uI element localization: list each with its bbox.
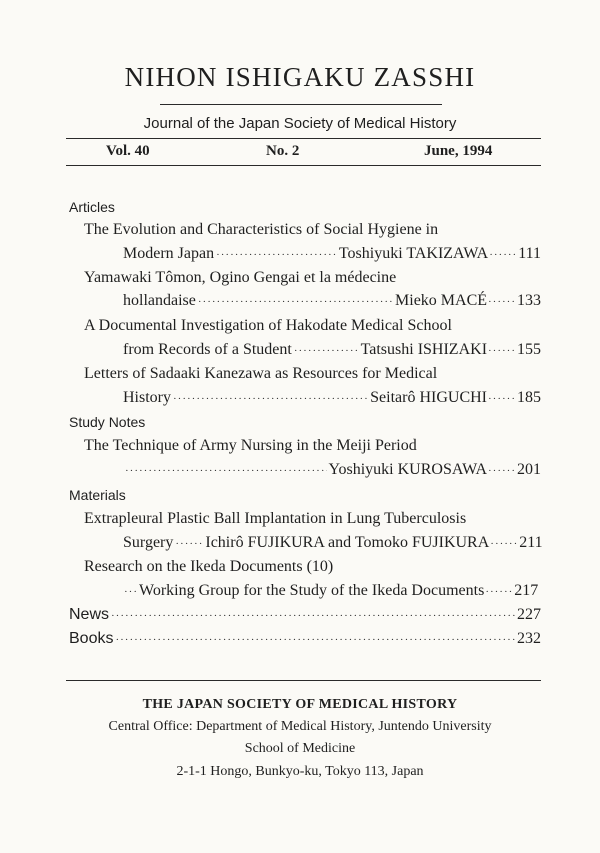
article-1-byline [123, 244, 541, 264]
society-name: THE JAPAN SOCIETY OF MEDICAL HISTORY [142, 697, 458, 712]
leader-dots [125, 461, 327, 481]
section-articles-heading: Articles [69, 199, 115, 215]
study-note-1-author: Yoshiyuki KUROSAWA [328, 461, 488, 478]
material-1-author: Ichirô FUJIKURA and Tomoko FUJIKURA [205, 534, 490, 551]
leader-dots [115, 630, 515, 650]
issue-date: June, 1994 [424, 143, 493, 159]
leader-dots [216, 245, 337, 265]
news-entry [69, 605, 541, 625]
journal-subtitle: Journal of the Japan Society of Medical History [143, 115, 457, 132]
article-4-title: Letters of Sadaaki Kanezawa as Resources for Medical [84, 365, 438, 382]
books-label: Books [69, 630, 114, 647]
leader-dots [198, 292, 393, 312]
leader-dots-short: ······ [488, 465, 516, 477]
article-4-byline [123, 388, 541, 408]
study-note-1-byline [123, 460, 541, 480]
leader-dots-short: ······ [175, 538, 204, 550]
issue-rule-bottom [66, 165, 541, 166]
material-2-page: 217 [514, 582, 539, 599]
article-3-byline [123, 340, 541, 360]
books-page: 232 [517, 630, 541, 647]
material-1-title-cont: Surgery [123, 534, 174, 551]
article-1-page: 111 [518, 245, 541, 262]
article-2-byline [123, 291, 541, 311]
leader-dots-short: ······ [488, 296, 516, 308]
article-1-title-cont: Modern Japan [123, 245, 215, 262]
material-2-byline [123, 581, 541, 601]
leader-dots-short: ······ [485, 586, 514, 598]
journal-title: NIHON ISHIGAKU ZASSHI [124, 62, 476, 92]
article-3-author: Tatsushi ISHIZAKI [360, 341, 488, 358]
study-note-1-page: 201 [517, 461, 541, 478]
article-2-page: 133 [517, 292, 541, 309]
material-1-page: 211 [519, 534, 543, 551]
article-3-title: A Documental Investigation of Hakodate Medical School [84, 317, 452, 334]
issue-info [66, 142, 541, 164]
section-study-notes-heading: Study Notes [69, 414, 146, 430]
article-2-title: Yamawaki Tômon, Ogino Gengai et la médecine [84, 269, 397, 286]
article-4-title-cont: History [123, 389, 171, 406]
news-label: News [69, 606, 110, 623]
office-line-1: Central Office: Department of Medical History, Juntendo University [108, 719, 492, 734]
article-4-page: 185 [517, 389, 541, 406]
books-entry [69, 629, 541, 649]
issue-rule-top [66, 138, 541, 139]
news-page: 227 [517, 606, 541, 623]
material-1-byline [123, 533, 541, 553]
article-4-author: Seitarô HIGUCHI [370, 389, 488, 406]
article-1-author: Toshiyuki TAKIZAWA [338, 245, 489, 262]
article-2-author: Mieko MACÉ [395, 292, 488, 309]
leader-dots-short: ······ [488, 345, 516, 357]
study-note-1-title: The Technique of Army Nursing in the Meiji Period [84, 437, 417, 454]
office-line-2: School of Medicine [244, 741, 356, 756]
section-materials-heading: Materials [69, 487, 126, 503]
leader-dots [173, 389, 368, 409]
leader-dots-short: ······ [489, 249, 518, 261]
address-line: 2-1-1 Hongo, Bunkyo-ku, Tokyo 113, Japan [176, 764, 424, 779]
material-1-title: Extrapleural Plastic Ball Implantation in Lung Tuberculosis [84, 510, 467, 527]
leader-dots [111, 606, 515, 626]
material-2-author: Working Group for the Study of the Ikeda Documents [139, 582, 485, 599]
article-2-title-cont: hollandaise [123, 292, 196, 309]
volume-label: Vol. 40 [106, 143, 150, 159]
leader-dots [294, 341, 359, 361]
leader-dots-short: ··· [124, 586, 138, 598]
issue-number: No. 2 [266, 143, 300, 159]
article-3-title-cont: from Records of a Student [123, 341, 292, 358]
leader-dots-short: ······ [488, 393, 516, 405]
article-3-page: 155 [517, 341, 541, 358]
leader-dots-short: ······ [490, 538, 519, 550]
title-underline [160, 104, 442, 105]
article-1-title: The Evolution and Characteristics of Social Hygiene in [84, 221, 439, 238]
footer-rule [66, 680, 541, 681]
material-2-title: Research on the Ikeda Documents (10) [84, 558, 334, 575]
